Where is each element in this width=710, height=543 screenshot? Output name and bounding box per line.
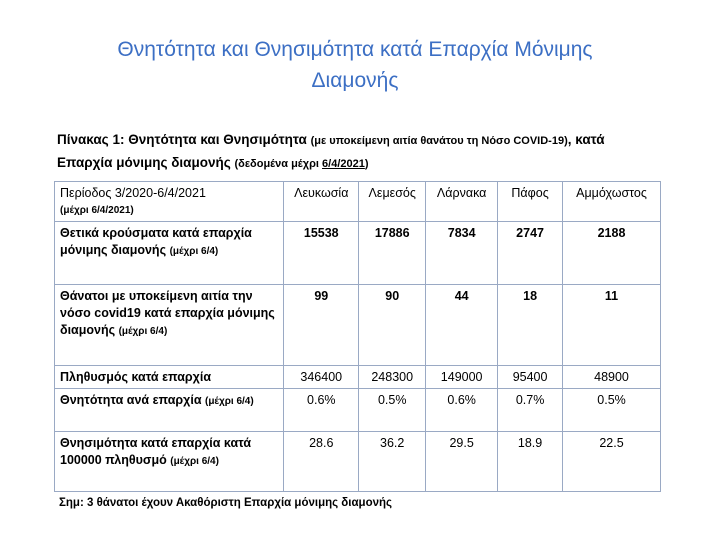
row-label-text: Θνησιμότητα κατά επαρχία κατά 100000 πληθυσμό [60, 436, 252, 467]
title-line-1: Θνητότητα και Θνησιμότητα κατά Επαρχία Μόνιμης [117, 38, 593, 61]
table-cell: 0.6% [426, 389, 498, 432]
row-label-text: Πληθυσμός κατά επαρχία [60, 370, 212, 384]
caption-part-5: (δεδομένα μέχρι [234, 158, 323, 170]
table-cell: 248300 [359, 366, 426, 389]
table-cell: 18.9 [498, 432, 563, 492]
row-label-text: Θνητότητα ανά επαρχία [60, 393, 202, 407]
caption-part-6: ) [364, 158, 369, 170]
caption-part-2: (με υποκείμενη αιτία θανάτου τη Νόσο COVID-19) [310, 135, 568, 147]
table-cell: 22.5 [563, 432, 661, 492]
table-cell: 0.5% [563, 389, 661, 432]
column-header: Αμμόχωστος [563, 182, 661, 222]
table-cell: 95400 [498, 366, 563, 389]
row-label [55, 285, 284, 366]
table-cell: 36.2 [359, 432, 426, 492]
table-cell: 7834 [426, 222, 498, 285]
table-caption [57, 129, 667, 175]
table-row [55, 285, 661, 366]
row-label-sub: (μέχρι 6/4) [169, 246, 219, 257]
header-period: Περίοδος 3/2020-6/4/2021 [60, 186, 206, 200]
table-row [55, 366, 661, 389]
table-cell: 346400 [284, 366, 359, 389]
table-cell: 29.5 [426, 432, 498, 492]
table-cell: 28.6 [284, 432, 359, 492]
table-header-row [55, 182, 661, 222]
table-cell: 11 [563, 285, 661, 366]
title-line-2: Διαμονής [311, 69, 399, 92]
table-cell: 0.5% [359, 389, 426, 432]
table-cell: 48900 [563, 366, 661, 389]
row-label [55, 389, 284, 432]
footnote: Σημ: 3 θάνατοι έχουν Ακαθόριστη Επαρχία μόνιμης διαμονής [59, 497, 393, 509]
caption-date: 6/4/2021 [322, 158, 365, 170]
table-cell: 90 [359, 285, 426, 366]
column-header: Λευκωσία [284, 182, 359, 222]
header-period-sub: (μέχρι 6/4/2021) [60, 205, 134, 216]
caption-part-3: , κατά [567, 132, 605, 147]
table-cell: 44 [426, 285, 498, 366]
table-row [55, 432, 661, 492]
row-label-sub: (μέχρι 6/4) [118, 326, 168, 337]
caption-part-4: Επαρχία μόνιμης διαμονής [57, 155, 235, 170]
table-cell: 15538 [284, 222, 359, 285]
row-label-text: Θάνατοι με υποκείμενη αιτία την νόσο covid19 κατά επαρχία μόνιμης διαμονής [60, 289, 275, 337]
column-header: Πάφος [498, 182, 563, 222]
document-title [0, 34, 710, 96]
caption-part-1: Πίνακας 1: Θνητότητα και Θνησιμότητα [57, 132, 311, 147]
table-cell: 2747 [498, 222, 563, 285]
column-header: Λάρνακα [426, 182, 498, 222]
table-cell: 0.7% [498, 389, 563, 432]
row-label [55, 366, 284, 389]
statistics-table [54, 181, 661, 492]
table-cell: 99 [284, 285, 359, 366]
header-period-cell [55, 182, 284, 222]
table-row [55, 389, 661, 432]
row-label-sub: (μέχρι 6/4) [170, 456, 219, 467]
row-label [55, 432, 284, 492]
column-header: Λεμεσός [359, 182, 426, 222]
table-cell: 149000 [426, 366, 498, 389]
table-cell: 18 [498, 285, 563, 366]
table-cell: 0.6% [284, 389, 359, 432]
row-label [55, 222, 284, 285]
row-label-text: Θετικά κρούσματα κατά επαρχία μόνιμης διαμονής [60, 226, 252, 257]
row-label-sub: (μέχρι 6/4) [204, 396, 254, 407]
table-cell: 2188 [563, 222, 661, 285]
table-cell: 17886 [359, 222, 426, 285]
table-row [55, 222, 661, 285]
